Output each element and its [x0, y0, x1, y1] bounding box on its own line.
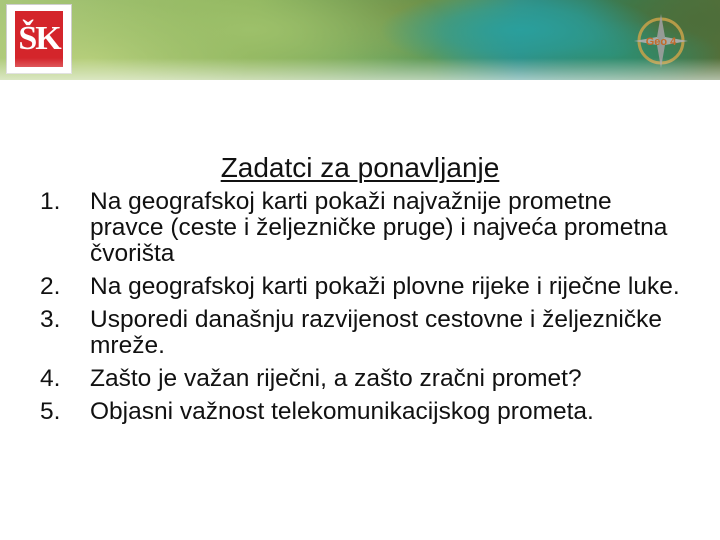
list-item: [40, 399, 680, 425]
list-item: [40, 366, 680, 392]
item-text: Zašto je važan riječni, a zašto zračni promet?: [90, 365, 582, 392]
item-text: Na geografskoj karti pokaži najvažnije prometne pravce (ceste i željezničke pruge) i najveća prometna čvorišta: [90, 188, 668, 267]
item-number: 2.: [40, 273, 61, 300]
compass-badge-icon: [632, 12, 690, 70]
item-number: 1.: [40, 188, 61, 215]
header-banner: [0, 0, 720, 80]
list-item: [40, 307, 680, 359]
item-text: Objasni važnost telekomunikacijskog prometa.: [90, 398, 594, 425]
item-text: Usporedi današnju razvijenost cestovne i željezničke mreže.: [90, 306, 662, 359]
list-item: [40, 189, 680, 267]
item-text: Na geografskoj karti pokaži plovne rijeke i riječne luke.: [90, 273, 680, 300]
item-number: 5.: [40, 398, 61, 425]
publisher-logo: [6, 4, 72, 74]
logo-mark: ŠK: [15, 11, 63, 67]
slide-title: [0, 148, 720, 188]
task-list: [40, 189, 680, 432]
badge-label: Geo 4: [645, 36, 677, 48]
item-number: 3.: [40, 306, 61, 333]
slide-title-text: Zadatci za ponavljanje: [220, 152, 500, 183]
item-number: 4.: [40, 365, 61, 392]
list-item: [40, 274, 680, 300]
